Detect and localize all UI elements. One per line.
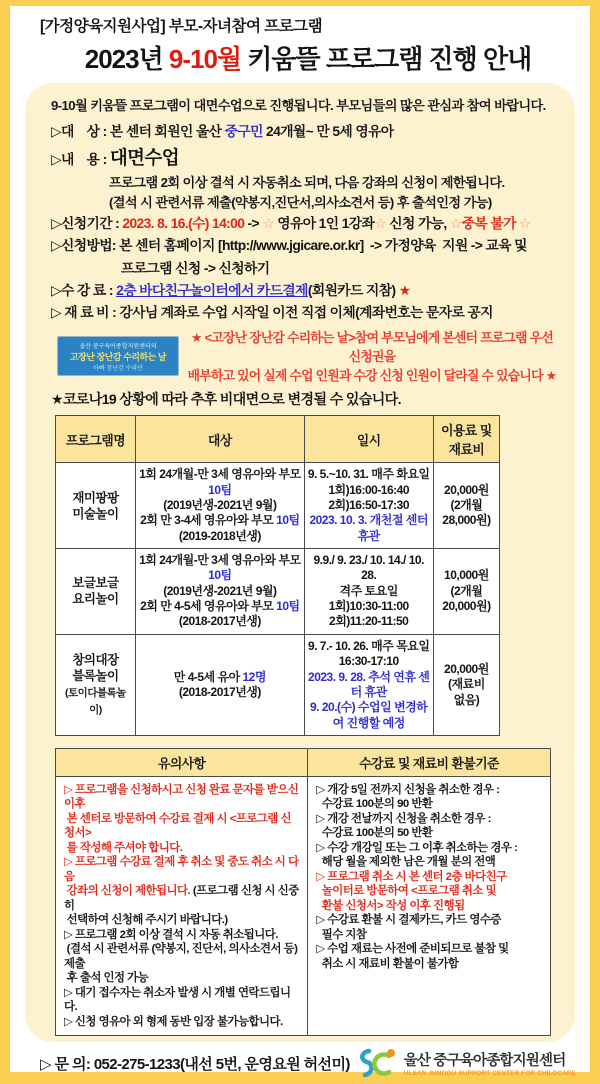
text-line: 수강료 100분의 50 반환	[316, 827, 433, 840]
column-header: 일시	[304, 416, 433, 463]
text-line: 놀이터로 방문하여 <프로그램 취소 및	[316, 885, 497, 898]
text-line: 요리놀이	[72, 592, 119, 607]
title-suffix: 키움뜰 프로그램 진행 안내	[241, 44, 532, 74]
repair-notice-text: ★ <고장난 장난감 수리하는 날>참여 부모님에게 본센터 프로그램 우선 신청권을 배부하고 있어 실제 수업 인원과 수강 신청 인원이 달라질 수 있습니다 ★	[187, 329, 557, 383]
text-line: (2개월	[450, 497, 483, 512]
no-duplicate-note: 중복 불가	[461, 215, 516, 231]
text-line: ▷ 개강 전날까지 신청을 취소한 경우 :	[316, 812, 491, 825]
text-line: 보글보글	[72, 576, 119, 591]
program-table-row	[56, 463, 500, 549]
text-line: (2019-2018년생)	[178, 528, 261, 543]
text-line: (2018-2017년생)	[178, 684, 261, 699]
text-line: 2회)16:50-17:30	[328, 497, 410, 512]
star-icon: ☆	[449, 215, 462, 231]
fee-line: ▷수 강 료 : 2층 바다친구놀이터에서 카드결제(회원카드 지참) ★	[51, 282, 411, 298]
text-line: ▷ 프로그램 2회 이상 결석 시 자동 취소됩니다.	[64, 928, 278, 941]
text-line: 16:30-17:10	[338, 654, 399, 669]
text-line: 후 출석 인정 가능	[64, 972, 149, 985]
target-cell	[135, 463, 304, 549]
text-line: ▷ 수업 재료는 사전에 준비되므로 불참 및	[316, 943, 509, 956]
text-line: 환불 신청서> 작성 이후 진행됨	[316, 899, 465, 912]
text-line: 9. 20.(수) 수업일 변경하여 진행할 예정	[310, 700, 428, 730]
corona-notice: ★코로나19 상황에 따라 추후 비대면으로 변경될 수 있습니다.	[51, 391, 401, 408]
star-icon: ☆	[262, 215, 275, 231]
text-line: ▷ 수강료 환불 시 결제카드, 카드 영수증	[316, 914, 501, 927]
title-highlight: 9-10월	[168, 44, 242, 74]
column-header: 이용료 및 재료비	[433, 416, 500, 463]
text-line: (토이다블록놀이)	[65, 687, 126, 716]
text-line: 2023. 10. 3. 개천절 센터 휴관	[309, 513, 431, 543]
text-line: ▷ 개강 5일 전까지 신청을 취소한 경우 :	[316, 783, 500, 796]
column-header: 프로그램명	[56, 416, 136, 463]
text-line: 수강료 100분의 90 반환	[316, 798, 433, 811]
period-date: 2023. 8. 16.(수) 14:00	[122, 215, 245, 231]
text-line: 본 센터로 방문하여 수강료 결제 시 <프로그램 신청서>	[64, 812, 292, 840]
center-logo	[357, 1046, 576, 1080]
text-line: (결석 시 관련서류 (약봉지, 진단서, 의사소견서 등) 제출	[64, 943, 301, 970]
schedule-cell	[304, 634, 433, 735]
text-line: 해당 월을 제외한 남은 개월 분의 전액	[316, 856, 496, 869]
text-line: (2019년생-2021년 9월)	[163, 583, 277, 598]
text-line: ▷ 대기 접수자는 취소자 발생 시 개별 연락드립니다.	[64, 986, 291, 1014]
method-text-2: 프로그램 신청 -> 신청하기	[121, 260, 270, 276]
text-line: 20,000원	[444, 661, 489, 676]
notes-cell	[56, 776, 308, 1035]
text-line: 필수 지참	[316, 928, 367, 941]
text-line: 1회 24개월-만 3세 영유아와 부모 10팀	[139, 552, 304, 583]
text-line: ▷ 수강 개강일 또는 그 이후 취소하는 경우 :	[316, 841, 518, 854]
text-line: 만 4-5세 유아 12명	[173, 669, 266, 684]
page-title	[40, 39, 576, 76]
target-cell	[135, 548, 304, 634]
center-logo-icon	[357, 1046, 399, 1080]
program-table-row	[56, 634, 500, 735]
content-note-1: 프로그램 2회 이상 결석 시 자동취소 되며, 다음 강좌의 신청이 제한됩니다.	[109, 175, 505, 191]
text-line: (2019년생-2021년 9월)	[163, 497, 277, 512]
program-table-row	[56, 548, 500, 634]
content-value: 대면수업	[109, 147, 179, 169]
text-line: 1회)10:30-11:00	[328, 599, 409, 614]
payment-location-link[interactable]: 2층 바다친구놀이터에서 카드결제	[116, 282, 308, 298]
title-prefix: 2023년	[84, 44, 169, 74]
target-highlight: 중구민	[224, 124, 263, 139]
text-line: 없음)	[453, 692, 480, 707]
text-line: ▷ 프로그램 수강료 결제 후 취소 및 중도 취소 시 다음	[64, 856, 299, 883]
repair-notice-row	[57, 328, 557, 386]
content-note-2: (결석 시 관련서류 제출(약봉지,진단서,의사소견서 등) 후 출석인정 가능)	[109, 195, 492, 211]
text-line: 1회)16:00-16:40	[328, 482, 410, 497]
text-line: 취소 시 재료비 환불이 불가함	[316, 957, 459, 970]
text-line: 28,000원)	[442, 513, 491, 528]
text-line: 2회)11:20-11:50	[329, 614, 409, 629]
flyer-header	[10, 6, 590, 76]
text-line: 20,000원	[444, 482, 489, 497]
text-line: 재미팡팡	[72, 490, 119, 505]
text-line: 9. 7.- 10. 26. 매주 목요일	[307, 638, 430, 653]
method-line: ▷신청방법: 본 센터 홈페이지 [http://www.jgicare.or.kr] -> 가정양육 지원 -> 교육 및	[51, 238, 527, 254]
text-line: (재료비	[448, 677, 485, 692]
period-line: ▷신청기간 : 2023. 8. 16.(수) 14:00 -> ☆ 영유아 1인 1강좌☆ 신청 가능, ☆중복 불가 ☆	[51, 215, 531, 231]
name-cell	[56, 634, 136, 735]
refund-policy-cell	[308, 776, 551, 1035]
text-line: 를 작성해 주셔야 합니다.	[64, 841, 183, 854]
text-line: 2023. 9. 28. 추석 연휴 센터 휴관	[308, 669, 430, 699]
text-line: 9. 5.~10. 31. 매주 화요일	[307, 467, 430, 482]
text-line: 격주 토요일	[339, 583, 398, 598]
name-cell	[56, 463, 136, 549]
text-line: 1회 24개월-만 3세 영유아와 부모 10팀	[139, 467, 304, 497]
inquiry-phone: ▷ 문 의: 052-275-1233(내선 5번, 운영요원 허선미)	[40, 1055, 350, 1073]
text-line: 2회 만 4-5세 영유아와 부모 10팀	[140, 599, 300, 614]
star-icon: ☆	[515, 215, 531, 231]
text-line: 20,000원)	[442, 599, 491, 614]
intro-text: 9-10월 키움뜰 프로그램이 대면수업으로 진행됩니다. 부모님들의 많은 관심과 참여 바랍니다.	[51, 98, 546, 113]
text-line: (2018-2017년생)	[178, 614, 261, 629]
program-schedule-table	[55, 415, 500, 736]
flyer-footer	[10, 1046, 590, 1084]
toy-repair-day-badge: 울산 중구육아종합지원센터의 고장난 장난감 수리하는 날 아빠 장난감 수리단	[57, 336, 179, 376]
text-line: 블록놀이	[72, 669, 119, 684]
star-filled-icon: ★	[398, 282, 411, 298]
fee-cell	[433, 548, 500, 634]
content-line: ▷내 용 : 대면수업	[51, 147, 179, 169]
notes-table-body-row	[56, 776, 551, 1035]
text-line: 9.9./ 9. 23./ 10. 14./ 10. 28.	[313, 552, 427, 583]
notes-table-header-row	[56, 748, 551, 776]
name-cell	[56, 548, 136, 634]
text-line: 창의대장	[72, 653, 119, 668]
text-line: 2회 만 3-4세 영유아와 부모 10팀	[140, 513, 300, 528]
material-line: ▷ 재 료 비 : 강사님 계좌로 수업 시작일 이전 직접 이체(계좌번호는 문자로 공지	[51, 305, 493, 321]
text-line: 10,000원	[444, 568, 489, 583]
method-text-1: 본 센터 홈페이지 [http://www.jgicare.or.kr] -> 가정양육 지원 -> 교육 및	[119, 238, 527, 254]
text-line: ▷ 프로그램 취소 시 본 센터 2층 바다친구	[316, 870, 507, 883]
fee-cell	[433, 634, 500, 735]
text-line: 미술놀이	[72, 506, 119, 521]
content-panel	[25, 83, 575, 1042]
flyer-page	[10, 6, 590, 1078]
text-line: ▷ 신청 영유아 외 형제 동반 입장 불가능합니다.	[64, 1015, 283, 1028]
schedule-cell	[304, 463, 433, 549]
text-line: (2개월	[450, 583, 483, 598]
text-line: 강좌의 신청이 제한됩니다. (프로그램 신청 시 신중히	[64, 885, 299, 912]
program-supertitle: [가정양육지원사업] 부모-자녀참여 프로그램	[40, 18, 323, 35]
fee-cell	[433, 463, 500, 549]
program-table-header-row	[56, 416, 500, 463]
center-logo-text: 울산 중구육아종합지원센터 ULSAN JUNGGU SUPPORT CENTER FOR CHILDCARE	[403, 1053, 576, 1078]
schedule-cell	[304, 548, 433, 634]
target-cell	[135, 634, 304, 735]
text-line: 선택하여 신청해 주시기 바랍니다.)	[64, 914, 228, 927]
column-header: 유의사항	[56, 748, 308, 776]
notes-refund-table	[55, 748, 551, 1036]
column-header: 대상	[135, 416, 304, 463]
column-header: 수강료 및 재료비 환불기준	[308, 748, 551, 776]
target-line: ▷대 상 : 본 센터 회원인 울산 중구민 24개월~ 만 5세 영유아	[51, 124, 394, 139]
text-line: ▷ 프로그램을 신청하시고 신청 완료 문자를 받으신 이후	[64, 783, 301, 811]
star-icon: ☆	[374, 215, 387, 231]
